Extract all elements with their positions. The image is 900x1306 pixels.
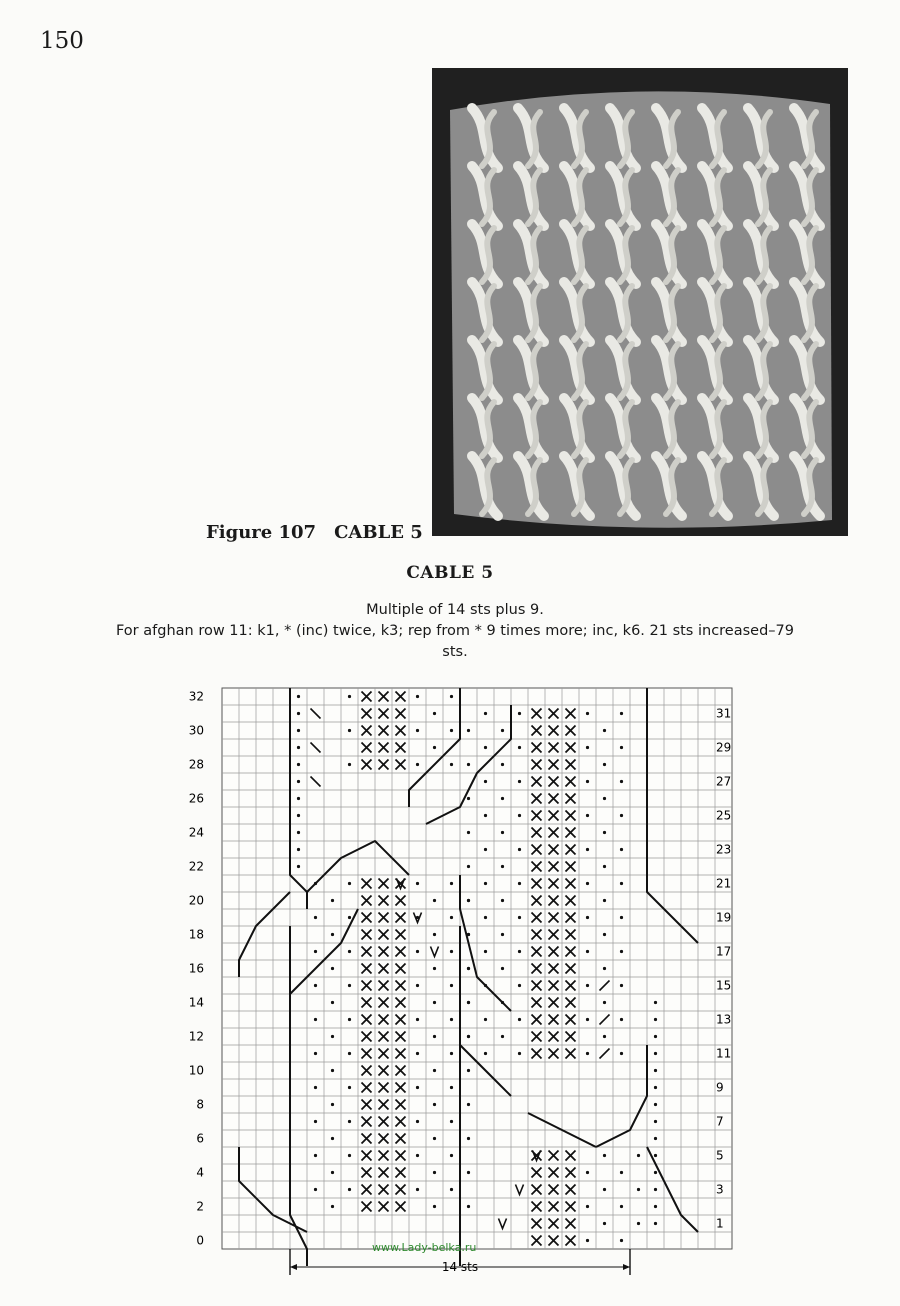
row-number-right: 1 (716, 1216, 724, 1231)
purl-dot (654, 1171, 657, 1174)
row-number-left: 0 (196, 1233, 204, 1248)
page-number: 150 (40, 28, 84, 54)
purl-dot (654, 1205, 657, 1208)
purl-dot (433, 712, 436, 715)
purl-dot (348, 1188, 351, 1191)
purl-dot (314, 1188, 317, 1191)
purl-dot (637, 1222, 640, 1225)
row-number-right: 25 (716, 808, 732, 823)
purl-dot (450, 984, 453, 987)
purl-dot (467, 1069, 470, 1072)
purl-dot (603, 967, 606, 970)
purl-dot (416, 1018, 419, 1021)
purl-dot (416, 1188, 419, 1191)
purl-dot (586, 1205, 589, 1208)
purl-dot (297, 797, 300, 800)
row-number-right: 3 (716, 1182, 724, 1197)
purl-dot (467, 1171, 470, 1174)
purl-dot (620, 1171, 623, 1174)
row-number-right: 15 (716, 978, 732, 993)
row-number-left: 22 (188, 859, 204, 874)
purl-dot (450, 1188, 453, 1191)
row-number-right: 9 (716, 1080, 724, 1095)
purl-dot (603, 933, 606, 936)
purl-dot (654, 1052, 657, 1055)
purl-dot (467, 899, 470, 902)
row-number-left: 26 (188, 791, 204, 806)
purl-dot (416, 1120, 419, 1123)
purl-dot (654, 1188, 657, 1191)
purl-dot (603, 1001, 606, 1004)
purl-dot (586, 916, 589, 919)
purl-dot (484, 1052, 487, 1055)
purl-dot (518, 746, 521, 749)
figure-title: CABLE 5 (334, 522, 423, 543)
purl-dot (603, 763, 606, 766)
purl-dot (450, 1052, 453, 1055)
repeat-arrow (290, 1264, 297, 1270)
purl-dot (297, 814, 300, 817)
purl-dot (620, 1205, 623, 1208)
purl-dot (297, 865, 300, 868)
purl-dot (586, 1171, 589, 1174)
purl-dot (518, 882, 521, 885)
purl-dot (416, 763, 419, 766)
purl-dot (348, 984, 351, 987)
purl-dot (654, 1086, 657, 1089)
purl-dot (603, 1035, 606, 1038)
purl-dot (603, 899, 606, 902)
row-number-left: 16 (188, 961, 204, 976)
purl-dot (603, 1188, 606, 1191)
row-number-left: 2 (196, 1199, 204, 1214)
purl-dot (586, 746, 589, 749)
repeat-label: 14 sts (441, 1260, 479, 1274)
purl-dot (433, 1001, 436, 1004)
purl-dot (586, 950, 589, 953)
purl-dot (433, 899, 436, 902)
figure-caption (206, 522, 423, 543)
purl-dot (501, 967, 504, 970)
repeat-arrow (623, 1264, 630, 1270)
purl-dot (654, 1222, 657, 1225)
purl-dot (586, 1018, 589, 1021)
row-number-left: 6 (196, 1131, 204, 1146)
purl-dot (620, 780, 623, 783)
row-number-left: 12 (188, 1029, 204, 1044)
purl-dot (501, 1035, 504, 1038)
purl-dot (654, 1137, 657, 1140)
watermark: www.Lady-belka.ru (372, 1241, 477, 1254)
row-number-right: 23 (716, 842, 732, 857)
purl-dot (501, 933, 504, 936)
row-number-left: 8 (196, 1097, 204, 1112)
cable-swatch-photo (432, 68, 848, 536)
afghan-line-continued: sts. (442, 644, 468, 660)
purl-dot (348, 1052, 351, 1055)
purl-dot (297, 831, 300, 834)
purl-dot (484, 712, 487, 715)
row-number-right: 29 (716, 740, 732, 755)
purl-dot (450, 1154, 453, 1157)
purl-dot (433, 933, 436, 936)
purl-dot (433, 1137, 436, 1140)
row-number-left: 20 (188, 893, 204, 908)
row-number-right: 31 (716, 706, 732, 721)
row-number-right: 11 (716, 1046, 732, 1061)
purl-dot (603, 797, 606, 800)
purl-dot (416, 1052, 419, 1055)
purl-dot (603, 865, 606, 868)
pattern-instructions (40, 600, 870, 663)
purl-dot (348, 882, 351, 885)
row-number-left: 30 (188, 723, 204, 738)
purl-dot (501, 865, 504, 868)
purl-dot (314, 916, 317, 919)
purl-dot (450, 695, 453, 698)
purl-dot (603, 1222, 606, 1225)
purl-dot (416, 984, 419, 987)
purl-dot (484, 1018, 487, 1021)
purl-dot (484, 814, 487, 817)
row-number-right: 7 (716, 1114, 724, 1129)
purl-dot (450, 950, 453, 953)
purl-dot (331, 1205, 334, 1208)
purl-dot (331, 899, 334, 902)
purl-dot (518, 950, 521, 953)
purl-dot (348, 1086, 351, 1089)
purl-dot (314, 950, 317, 953)
purl-dot (450, 882, 453, 885)
purl-dot (654, 1018, 657, 1021)
row-number-left: 32 (188, 689, 204, 704)
purl-dot (297, 763, 300, 766)
purl-dot (348, 1018, 351, 1021)
purl-dot (331, 1171, 334, 1174)
purl-dot (620, 882, 623, 885)
purl-dot (348, 916, 351, 919)
purl-dot (518, 848, 521, 851)
purl-dot (314, 1018, 317, 1021)
purl-dot (501, 831, 504, 834)
purl-dot (484, 780, 487, 783)
purl-dot (484, 950, 487, 953)
purl-dot (331, 967, 334, 970)
purl-dot (467, 797, 470, 800)
purl-dot (450, 1086, 453, 1089)
row-number-right: 21 (716, 876, 732, 891)
purl-dot (416, 695, 419, 698)
purl-dot (603, 729, 606, 732)
purl-dot (620, 1052, 623, 1055)
purl-dot (433, 1171, 436, 1174)
purl-dot (484, 746, 487, 749)
purl-dot (348, 950, 351, 953)
purl-dot (518, 1052, 521, 1055)
purl-dot (620, 1018, 623, 1021)
purl-dot (297, 695, 300, 698)
pattern-title: CABLE 5 (406, 563, 494, 583)
purl-dot (501, 763, 504, 766)
afghan-line: For afghan row 11: k1, * (inc) twice, k3; rep from * 9 times more; inc, k6. 21 sts increased–79 (115, 623, 794, 639)
row-number-left: 10 (188, 1063, 204, 1078)
purl-dot (348, 1154, 351, 1157)
row-number-right: 27 (716, 774, 732, 789)
row-number-right: 13 (716, 1012, 732, 1027)
purl-dot (620, 1239, 623, 1242)
row-number-left: 28 (188, 757, 204, 772)
purl-dot (637, 1154, 640, 1157)
purl-dot (314, 1086, 317, 1089)
purl-dot (501, 899, 504, 902)
purl-dot (654, 1001, 657, 1004)
purl-dot (348, 695, 351, 698)
purl-dot (416, 1086, 419, 1089)
purl-dot (331, 1035, 334, 1038)
purl-dot (518, 814, 521, 817)
purl-dot (518, 916, 521, 919)
purl-dot (348, 763, 351, 766)
row-number-right: 5 (716, 1148, 724, 1163)
purl-dot (297, 712, 300, 715)
purl-dot (654, 1154, 657, 1157)
purl-dot (467, 763, 470, 766)
purl-dot (501, 729, 504, 732)
purl-dot (518, 780, 521, 783)
purl-dot (433, 1103, 436, 1106)
purl-dot (314, 1052, 317, 1055)
purl-dot (586, 848, 589, 851)
purl-dot (586, 1052, 589, 1055)
purl-dot (586, 780, 589, 783)
purl-dot (484, 916, 487, 919)
purl-dot (501, 797, 504, 800)
purl-dot (467, 1035, 470, 1038)
purl-dot (484, 882, 487, 885)
purl-dot (331, 1001, 334, 1004)
purl-dot (297, 780, 300, 783)
purl-dot (450, 729, 453, 732)
row-number-right: 17 (716, 944, 732, 959)
purl-dot (450, 763, 453, 766)
purl-dot (314, 984, 317, 987)
purl-dot (416, 729, 419, 732)
purl-dot (586, 882, 589, 885)
purl-dot (467, 1137, 470, 1140)
row-number-left: 18 (188, 927, 204, 942)
purl-dot (416, 950, 419, 953)
purl-dot (620, 950, 623, 953)
purl-dot (586, 984, 589, 987)
purl-dot (467, 1103, 470, 1106)
purl-dot (586, 814, 589, 817)
purl-dot (331, 1069, 334, 1072)
purl-dot (620, 814, 623, 817)
purl-dot (467, 1001, 470, 1004)
purl-dot (654, 1103, 657, 1106)
purl-dot (586, 712, 589, 715)
purl-dot (654, 1035, 657, 1038)
purl-dot (314, 1154, 317, 1157)
row-number-left: 14 (188, 995, 204, 1010)
purl-dot (467, 967, 470, 970)
purl-dot (433, 1069, 436, 1072)
purl-dot (297, 746, 300, 749)
purl-dot (603, 831, 606, 834)
knitting-chart (0, 680, 900, 1280)
purl-dot (586, 1239, 589, 1242)
purl-dot (416, 1154, 419, 1157)
purl-dot (654, 1069, 657, 1072)
purl-dot (620, 848, 623, 851)
purl-dot (518, 1018, 521, 1021)
purl-dot (433, 1205, 436, 1208)
purl-dot (467, 1205, 470, 1208)
purl-dot (331, 1103, 334, 1106)
row-number-right: 19 (716, 910, 732, 925)
multiple-line: Multiple of 14 sts plus 9. (366, 602, 544, 618)
purl-dot (654, 1120, 657, 1123)
purl-dot (297, 729, 300, 732)
purl-dot (518, 984, 521, 987)
row-number-left: 24 (188, 825, 204, 840)
purl-dot (518, 712, 521, 715)
purl-dot (620, 984, 623, 987)
purl-dot (331, 933, 334, 936)
figure-number: Figure 107 (206, 522, 317, 543)
purl-dot (450, 1120, 453, 1123)
purl-dot (433, 746, 436, 749)
purl-dot (467, 729, 470, 732)
purl-dot (433, 1035, 436, 1038)
purl-dot (348, 729, 351, 732)
purl-dot (450, 916, 453, 919)
purl-dot (416, 882, 419, 885)
purl-dot (450, 1018, 453, 1021)
purl-dot (620, 916, 623, 919)
purl-dot (620, 712, 623, 715)
purl-dot (331, 1137, 334, 1140)
purl-dot (637, 1188, 640, 1191)
purl-dot (620, 746, 623, 749)
row-number-left: 4 (196, 1165, 204, 1180)
purl-dot (348, 1120, 351, 1123)
purl-dot (484, 848, 487, 851)
purl-dot (314, 1120, 317, 1123)
purl-dot (433, 967, 436, 970)
purl-dot (467, 865, 470, 868)
purl-dot (467, 831, 470, 834)
purl-dot (603, 1154, 606, 1157)
purl-dot (297, 848, 300, 851)
